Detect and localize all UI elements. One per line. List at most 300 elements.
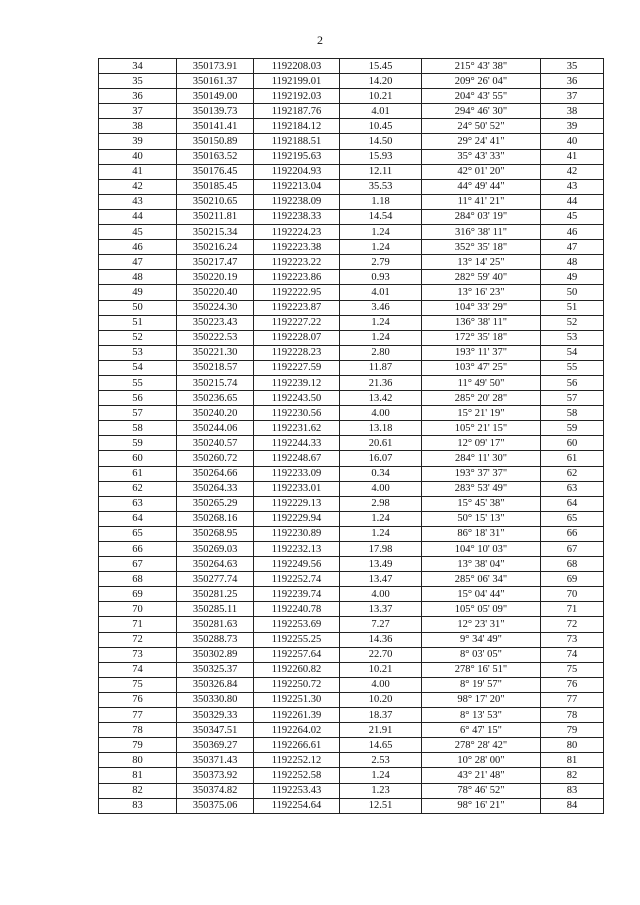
table-row — [99, 225, 604, 240]
point-to-cell: 41 — [541, 149, 604, 164]
table-row — [99, 285, 604, 300]
x-coordinate-cell: 350141.41 — [177, 119, 254, 134]
table-row — [99, 59, 604, 74]
bearing-angle-cell: 316° 38' 11" — [422, 225, 541, 240]
segment-length-cell: 2.79 — [340, 255, 422, 270]
point-to-cell: 67 — [541, 542, 604, 557]
y-coordinate-cell: 1192248.67 — [254, 451, 340, 466]
point-to-cell: 75 — [541, 662, 604, 677]
y-coordinate-cell: 1192255.25 — [254, 632, 340, 647]
segment-length-cell: 2.53 — [340, 753, 422, 768]
point-from-cell: 79 — [99, 738, 177, 753]
y-coordinate-cell: 1192229.13 — [254, 496, 340, 511]
x-coordinate-cell: 350161.37 — [177, 74, 254, 89]
point-from-cell: 68 — [99, 572, 177, 587]
x-coordinate-cell: 350149.00 — [177, 89, 254, 104]
table-row — [99, 240, 604, 255]
point-from-cell: 43 — [99, 194, 177, 209]
bearing-angle-cell: 278° 16' 51" — [422, 662, 541, 677]
segment-length-cell: 13.37 — [340, 602, 422, 617]
y-coordinate-cell: 1192261.39 — [254, 708, 340, 723]
y-coordinate-cell: 1192228.23 — [254, 345, 340, 360]
y-coordinate-cell: 1192223.22 — [254, 255, 340, 270]
point-from-cell: 36 — [99, 89, 177, 104]
segment-length-cell: 2.80 — [340, 345, 422, 360]
y-coordinate-cell: 1192229.94 — [254, 511, 340, 526]
x-coordinate-cell: 350281.25 — [177, 587, 254, 602]
table-row — [99, 89, 604, 104]
bearing-angle-cell: 9° 34' 49" — [422, 632, 541, 647]
point-to-cell: 53 — [541, 330, 604, 345]
point-to-cell: 81 — [541, 753, 604, 768]
point-to-cell: 47 — [541, 240, 604, 255]
bearing-angle-cell: 285° 20' 28" — [422, 391, 541, 406]
y-coordinate-cell: 1192208.03 — [254, 59, 340, 74]
point-from-cell: 52 — [99, 330, 177, 345]
table-row — [99, 768, 604, 783]
x-coordinate-cell: 350326.84 — [177, 677, 254, 692]
point-to-cell: 59 — [541, 421, 604, 436]
segment-length-cell: 17.98 — [340, 542, 422, 557]
x-coordinate-cell: 350215.74 — [177, 375, 254, 390]
table-row — [99, 798, 604, 813]
x-coordinate-cell: 350268.16 — [177, 511, 254, 526]
point-to-cell: 45 — [541, 209, 604, 224]
segment-length-cell: 12.51 — [340, 798, 422, 813]
segment-length-cell: 14.50 — [340, 134, 422, 149]
point-from-cell: 62 — [99, 481, 177, 496]
x-coordinate-cell: 350173.91 — [177, 59, 254, 74]
bearing-angle-cell: 172° 35' 18" — [422, 330, 541, 345]
point-to-cell: 72 — [541, 617, 604, 632]
y-coordinate-cell: 1192227.22 — [254, 315, 340, 330]
point-from-cell: 54 — [99, 360, 177, 375]
point-from-cell: 55 — [99, 375, 177, 390]
point-from-cell: 38 — [99, 119, 177, 134]
point-from-cell: 50 — [99, 300, 177, 315]
table-row — [99, 134, 604, 149]
x-coordinate-cell: 350325.37 — [177, 662, 254, 677]
bearing-angle-cell: 10° 28' 00" — [422, 753, 541, 768]
point-from-cell: 72 — [99, 632, 177, 647]
y-coordinate-cell: 1192239.74 — [254, 587, 340, 602]
bearing-angle-cell: 284° 11' 30" — [422, 451, 541, 466]
x-coordinate-cell: 350268.95 — [177, 526, 254, 541]
point-to-cell: 56 — [541, 375, 604, 390]
segment-length-cell: 4.00 — [340, 587, 422, 602]
x-coordinate-cell: 350222.53 — [177, 330, 254, 345]
x-coordinate-cell: 350236.65 — [177, 391, 254, 406]
point-from-cell: 65 — [99, 526, 177, 541]
point-to-cell: 37 — [541, 89, 604, 104]
point-from-cell: 83 — [99, 798, 177, 813]
bearing-angle-cell: 104° 33' 29" — [422, 300, 541, 315]
y-coordinate-cell: 1192252.58 — [254, 768, 340, 783]
y-coordinate-cell: 1192260.82 — [254, 662, 340, 677]
table-row — [99, 360, 604, 375]
y-coordinate-cell: 1192199.01 — [254, 74, 340, 89]
x-coordinate-cell: 350288.73 — [177, 632, 254, 647]
point-to-cell: 58 — [541, 406, 604, 421]
point-to-cell: 64 — [541, 496, 604, 511]
point-to-cell: 82 — [541, 768, 604, 783]
point-from-cell: 80 — [99, 753, 177, 768]
point-to-cell: 49 — [541, 270, 604, 285]
point-from-cell: 63 — [99, 496, 177, 511]
point-to-cell: 71 — [541, 602, 604, 617]
point-to-cell: 74 — [541, 647, 604, 662]
segment-length-cell: 4.01 — [340, 104, 422, 119]
table-row — [99, 330, 604, 345]
bearing-angle-cell: 12° 09' 17" — [422, 436, 541, 451]
y-coordinate-cell: 1192249.56 — [254, 557, 340, 572]
x-coordinate-cell: 350371.43 — [177, 753, 254, 768]
x-coordinate-cell: 350264.33 — [177, 481, 254, 496]
bearing-angle-cell: 204° 43' 55" — [422, 89, 541, 104]
point-from-cell: 51 — [99, 315, 177, 330]
table-row — [99, 315, 604, 330]
x-coordinate-cell: 350240.57 — [177, 436, 254, 451]
point-to-cell: 80 — [541, 738, 604, 753]
segment-length-cell: 21.91 — [340, 723, 422, 738]
point-to-cell: 46 — [541, 225, 604, 240]
y-coordinate-cell: 1192213.04 — [254, 179, 340, 194]
x-coordinate-cell: 350218.57 — [177, 360, 254, 375]
segment-length-cell: 13.49 — [340, 557, 422, 572]
segment-length-cell: 15.45 — [340, 59, 422, 74]
x-coordinate-cell: 350223.43 — [177, 315, 254, 330]
y-coordinate-cell: 1192253.43 — [254, 783, 340, 798]
point-to-cell: 60 — [541, 436, 604, 451]
point-from-cell: 47 — [99, 255, 177, 270]
bearing-angle-cell: 11° 49' 50" — [422, 375, 541, 390]
x-coordinate-cell: 350176.45 — [177, 164, 254, 179]
x-coordinate-cell: 350216.24 — [177, 240, 254, 255]
table-row — [99, 677, 604, 692]
segment-length-cell: 14.20 — [340, 74, 422, 89]
x-coordinate-cell: 350240.20 — [177, 406, 254, 421]
point-to-cell: 55 — [541, 360, 604, 375]
x-coordinate-cell: 350244.06 — [177, 421, 254, 436]
table-row — [99, 421, 604, 436]
segment-length-cell: 4.00 — [340, 406, 422, 421]
bearing-angle-cell: 282° 59' 40" — [422, 270, 541, 285]
y-coordinate-cell: 1192187.76 — [254, 104, 340, 119]
point-to-cell: 84 — [541, 798, 604, 813]
y-coordinate-cell: 1192231.62 — [254, 421, 340, 436]
point-to-cell: 44 — [541, 194, 604, 209]
table-row — [99, 209, 604, 224]
table-row — [99, 587, 604, 602]
x-coordinate-cell: 350375.06 — [177, 798, 254, 813]
segment-length-cell: 11.87 — [340, 360, 422, 375]
bearing-angle-cell: 104° 10' 03" — [422, 542, 541, 557]
table-row — [99, 74, 604, 89]
x-coordinate-cell: 350139.73 — [177, 104, 254, 119]
segment-length-cell: 12.11 — [340, 164, 422, 179]
bearing-angle-cell: 6° 47' 15" — [422, 723, 541, 738]
y-coordinate-cell: 1192254.64 — [254, 798, 340, 813]
bearing-angle-cell: 12° 23' 31" — [422, 617, 541, 632]
segment-length-cell: 0.93 — [340, 270, 422, 285]
x-coordinate-cell: 350211.81 — [177, 209, 254, 224]
y-coordinate-cell: 1192251.30 — [254, 692, 340, 707]
bearing-angle-cell: 15° 45' 38" — [422, 496, 541, 511]
table-row — [99, 662, 604, 677]
point-from-cell: 60 — [99, 451, 177, 466]
coordinates-table — [98, 58, 604, 814]
y-coordinate-cell: 1192222.95 — [254, 285, 340, 300]
segment-length-cell: 4.00 — [340, 677, 422, 692]
table-row — [99, 375, 604, 390]
x-coordinate-cell: 350269.03 — [177, 542, 254, 557]
point-from-cell: 35 — [99, 74, 177, 89]
point-from-cell: 71 — [99, 617, 177, 632]
segment-length-cell: 10.20 — [340, 692, 422, 707]
point-from-cell: 81 — [99, 768, 177, 783]
point-from-cell: 70 — [99, 602, 177, 617]
table-body — [99, 59, 604, 814]
table-row — [99, 255, 604, 270]
point-to-cell: 54 — [541, 345, 604, 360]
x-coordinate-cell: 350260.72 — [177, 451, 254, 466]
table-row — [99, 104, 604, 119]
point-from-cell: 67 — [99, 557, 177, 572]
point-to-cell: 51 — [541, 300, 604, 315]
bearing-angle-cell: 24° 50' 52" — [422, 119, 541, 134]
segment-length-cell: 35.53 — [340, 179, 422, 194]
point-from-cell: 69 — [99, 587, 177, 602]
y-coordinate-cell: 1192188.51 — [254, 134, 340, 149]
point-to-cell: 68 — [541, 557, 604, 572]
bearing-angle-cell: 136° 38' 11" — [422, 315, 541, 330]
bearing-angle-cell: 13° 14' 25" — [422, 255, 541, 270]
bearing-angle-cell: 13° 16' 23" — [422, 285, 541, 300]
bearing-angle-cell: 44° 49' 44" — [422, 179, 541, 194]
y-coordinate-cell: 1192253.69 — [254, 617, 340, 632]
segment-length-cell: 1.24 — [340, 240, 422, 255]
y-coordinate-cell: 1192238.09 — [254, 194, 340, 209]
table-row — [99, 511, 604, 526]
y-coordinate-cell: 1192224.23 — [254, 225, 340, 240]
y-coordinate-cell: 1192228.07 — [254, 330, 340, 345]
bearing-angle-cell: 11° 41' 21" — [422, 194, 541, 209]
segment-length-cell: 1.24 — [340, 511, 422, 526]
point-to-cell: 62 — [541, 466, 604, 481]
point-to-cell: 73 — [541, 632, 604, 647]
segment-length-cell: 2.98 — [340, 496, 422, 511]
point-from-cell: 40 — [99, 149, 177, 164]
point-from-cell: 57 — [99, 406, 177, 421]
table-row — [99, 270, 604, 285]
segment-length-cell: 1.24 — [340, 315, 422, 330]
y-coordinate-cell: 1192204.93 — [254, 164, 340, 179]
segment-length-cell: 20.61 — [340, 436, 422, 451]
point-to-cell: 36 — [541, 74, 604, 89]
point-from-cell: 77 — [99, 708, 177, 723]
point-from-cell: 37 — [99, 104, 177, 119]
table-row — [99, 391, 604, 406]
segment-length-cell: 13.47 — [340, 572, 422, 587]
point-to-cell: 35 — [541, 59, 604, 74]
x-coordinate-cell: 350302.89 — [177, 647, 254, 662]
x-coordinate-cell: 350329.33 — [177, 708, 254, 723]
bearing-angle-cell: 285° 06' 34" — [422, 572, 541, 587]
segment-length-cell: 13.18 — [340, 421, 422, 436]
segment-length-cell: 21.36 — [340, 375, 422, 390]
x-coordinate-cell: 350220.19 — [177, 270, 254, 285]
x-coordinate-cell: 350215.34 — [177, 225, 254, 240]
point-from-cell: 59 — [99, 436, 177, 451]
table-row — [99, 617, 604, 632]
bearing-angle-cell: 8° 03' 05" — [422, 647, 541, 662]
table-row — [99, 406, 604, 421]
bearing-angle-cell: 193° 37' 37" — [422, 466, 541, 481]
table-row — [99, 149, 604, 164]
point-to-cell: 40 — [541, 134, 604, 149]
y-coordinate-cell: 1192223.38 — [254, 240, 340, 255]
table-row — [99, 496, 604, 511]
point-to-cell: 39 — [541, 119, 604, 134]
point-from-cell: 42 — [99, 179, 177, 194]
segment-length-cell: 14.54 — [340, 209, 422, 224]
point-to-cell: 78 — [541, 708, 604, 723]
bearing-angle-cell: 29° 24' 41" — [422, 134, 541, 149]
table-row — [99, 692, 604, 707]
segment-length-cell: 1.24 — [340, 526, 422, 541]
bearing-angle-cell: 78° 46' 52" — [422, 783, 541, 798]
bearing-angle-cell: 103° 47' 25" — [422, 360, 541, 375]
bearing-angle-cell: 278° 28' 42" — [422, 738, 541, 753]
point-from-cell: 66 — [99, 542, 177, 557]
bearing-angle-cell: 98° 16' 21" — [422, 798, 541, 813]
point-from-cell: 78 — [99, 723, 177, 738]
segment-length-cell: 10.21 — [340, 89, 422, 104]
point-to-cell: 42 — [541, 164, 604, 179]
bearing-angle-cell: 8° 13' 53" — [422, 708, 541, 723]
y-coordinate-cell: 1192244.33 — [254, 436, 340, 451]
table-row — [99, 542, 604, 557]
y-coordinate-cell: 1192223.87 — [254, 300, 340, 315]
bearing-angle-cell: 15° 21' 19" — [422, 406, 541, 421]
point-from-cell: 74 — [99, 662, 177, 677]
x-coordinate-cell: 350210.65 — [177, 194, 254, 209]
segment-length-cell: 22.70 — [340, 647, 422, 662]
y-coordinate-cell: 1192233.09 — [254, 466, 340, 481]
y-coordinate-cell: 1192266.61 — [254, 738, 340, 753]
y-coordinate-cell: 1192223.86 — [254, 270, 340, 285]
x-coordinate-cell: 350150.89 — [177, 134, 254, 149]
point-to-cell: 50 — [541, 285, 604, 300]
point-to-cell: 52 — [541, 315, 604, 330]
point-to-cell: 61 — [541, 451, 604, 466]
point-to-cell: 48 — [541, 255, 604, 270]
point-to-cell: 63 — [541, 481, 604, 496]
point-to-cell: 38 — [541, 104, 604, 119]
point-from-cell: 58 — [99, 421, 177, 436]
bearing-angle-cell: 209° 26' 04" — [422, 74, 541, 89]
point-to-cell: 79 — [541, 723, 604, 738]
bearing-angle-cell: 283° 53' 49" — [422, 481, 541, 496]
segment-length-cell: 4.01 — [340, 285, 422, 300]
point-to-cell: 69 — [541, 572, 604, 587]
point-to-cell: 76 — [541, 677, 604, 692]
table-row — [99, 436, 604, 451]
point-from-cell: 56 — [99, 391, 177, 406]
x-coordinate-cell: 350264.66 — [177, 466, 254, 481]
segment-length-cell: 3.46 — [340, 300, 422, 315]
point-to-cell: 43 — [541, 179, 604, 194]
table-row — [99, 723, 604, 738]
segment-length-cell: 14.36 — [340, 632, 422, 647]
segment-length-cell: 16.07 — [340, 451, 422, 466]
y-coordinate-cell: 1192192.03 — [254, 89, 340, 104]
y-coordinate-cell: 1192195.63 — [254, 149, 340, 164]
point-to-cell: 66 — [541, 526, 604, 541]
y-coordinate-cell: 1192264.02 — [254, 723, 340, 738]
bearing-angle-cell: 8° 19' 57" — [422, 677, 541, 692]
point-from-cell: 82 — [99, 783, 177, 798]
bearing-angle-cell: 15° 04' 44" — [422, 587, 541, 602]
x-coordinate-cell: 350277.74 — [177, 572, 254, 587]
x-coordinate-cell: 350281.63 — [177, 617, 254, 632]
segment-length-cell: 1.24 — [340, 330, 422, 345]
point-to-cell: 83 — [541, 783, 604, 798]
bearing-angle-cell: 105° 21' 15" — [422, 421, 541, 436]
x-coordinate-cell: 350185.45 — [177, 179, 254, 194]
y-coordinate-cell: 1192233.01 — [254, 481, 340, 496]
segment-length-cell: 10.45 — [340, 119, 422, 134]
y-coordinate-cell: 1192230.89 — [254, 526, 340, 541]
bearing-angle-cell: 98° 17' 20" — [422, 692, 541, 707]
y-coordinate-cell: 1192252.74 — [254, 572, 340, 587]
point-from-cell: 49 — [99, 285, 177, 300]
table-row — [99, 572, 604, 587]
bearing-angle-cell: 105° 05' 09" — [422, 602, 541, 617]
point-from-cell: 45 — [99, 225, 177, 240]
point-to-cell: 77 — [541, 692, 604, 707]
bearing-angle-cell: 43° 21' 48" — [422, 768, 541, 783]
point-to-cell: 70 — [541, 587, 604, 602]
segment-length-cell: 14.65 — [340, 738, 422, 753]
table-row — [99, 557, 604, 572]
point-from-cell: 61 — [99, 466, 177, 481]
point-from-cell: 41 — [99, 164, 177, 179]
page-number: 2 — [317, 33, 323, 47]
point-from-cell: 73 — [99, 647, 177, 662]
x-coordinate-cell: 350221.30 — [177, 345, 254, 360]
x-coordinate-cell: 350374.82 — [177, 783, 254, 798]
segment-length-cell: 4.00 — [340, 481, 422, 496]
point-from-cell: 34 — [99, 59, 177, 74]
y-coordinate-cell: 1192252.12 — [254, 753, 340, 768]
table-row — [99, 164, 604, 179]
segment-length-cell: 1.24 — [340, 768, 422, 783]
table-row — [99, 194, 604, 209]
bearing-angle-cell: 193° 11' 37" — [422, 345, 541, 360]
segment-length-cell: 1.24 — [340, 225, 422, 240]
y-coordinate-cell: 1192230.56 — [254, 406, 340, 421]
y-coordinate-cell: 1192257.64 — [254, 647, 340, 662]
table-row — [99, 738, 604, 753]
point-from-cell: 48 — [99, 270, 177, 285]
bearing-angle-cell: 42° 01' 20" — [422, 164, 541, 179]
y-coordinate-cell: 1192232.13 — [254, 542, 340, 557]
point-from-cell: 44 — [99, 209, 177, 224]
x-coordinate-cell: 350285.11 — [177, 602, 254, 617]
x-coordinate-cell: 350330.80 — [177, 692, 254, 707]
bearing-angle-cell: 86° 18' 31" — [422, 526, 541, 541]
